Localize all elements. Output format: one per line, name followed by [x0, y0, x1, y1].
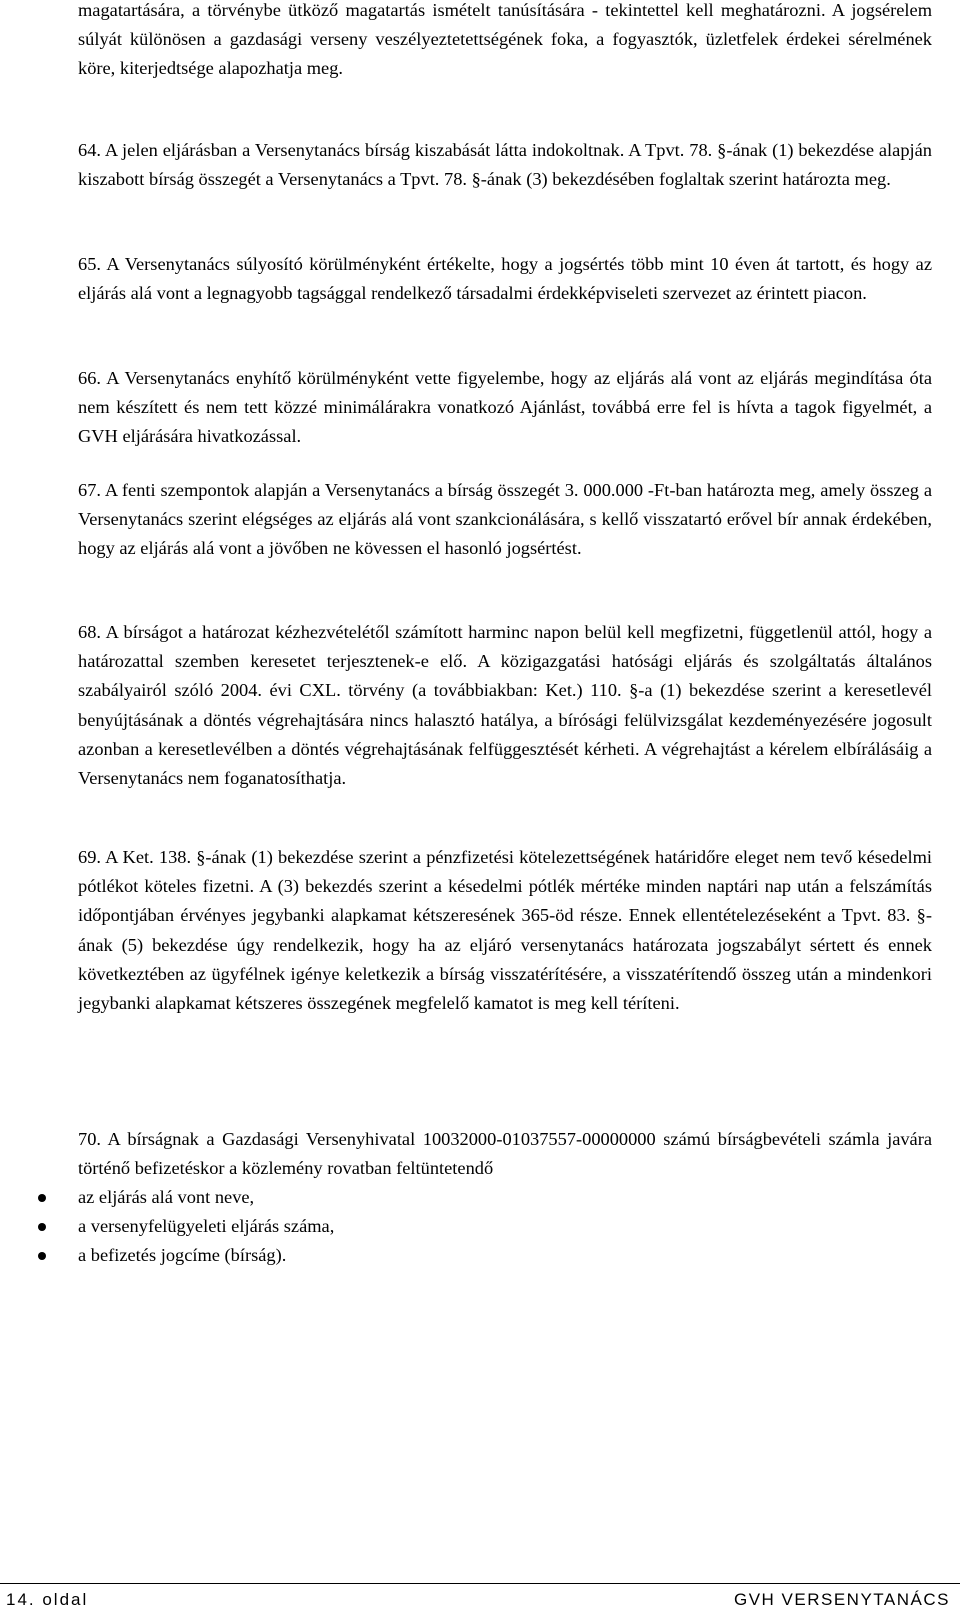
footer-divider — [0, 1583, 960, 1584]
list-item: a befizetés jogcíme (bírság). — [38, 1241, 932, 1270]
paragraph-number: 67. — [78, 480, 101, 500]
paragraph-65 — [78, 250, 932, 308]
paragraph-number: 66. — [78, 368, 101, 388]
bullet-icon — [38, 1252, 46, 1260]
paragraph-text: A bírságnak a Gazdasági Versenyhivatal 10032000-01037557-00000000 számú bírságbevételi számla javára történő befizetéskor a közlemény rovatban feltüntetendő — [78, 1129, 933, 1179]
paragraph-number: 69. — [78, 847, 101, 867]
paragraph-text: A bírságot a határozat kézhezvételétől számított harminc napon belül kell megfizetni, függetlenül attól, hogy a határozattal szemben keresetet terjesztenek-e elő. A közigazgatási hatósági eljárás és szolgáltatás általános szabályairól szóló 2004. évi CXL. törvény (a továbbiakban: Ket.) 110. §-a (1) bekezdése szerint a keresetlevél benyújtásának a döntés végrehajtására nincs halasztó hatálya, a bírósági felülvizsgálat kezdeményezésére jogosult azonban a keresetlevélben a döntés végrehajtásának felfüggesztését kérheti. A végrehajtást a kérelem elbírálásáig a Versenytanács nem foganatosíthatja. — [78, 622, 932, 789]
paragraph-67 — [78, 476, 932, 564]
bullet-icon — [38, 1223, 46, 1231]
page-number: 14. oldal — [6, 1590, 89, 1609]
paragraph-number: 65. — [78, 254, 101, 274]
bullet-icon — [38, 1194, 46, 1202]
paragraph-68 — [78, 618, 932, 793]
paragraph-text: A jelen eljárásban a Versenytanács bírság kiszabását látta indokoltnak. A Tpvt. 78. §-ának (1) bekezdése alapján kiszabott bírság összegét a Versenytanács a Tpvt. 78. §-ának (3) bekezdésében foglaltak szerint határozta meg. — [78, 140, 932, 190]
paragraph-70 — [78, 1125, 932, 1183]
paragraph-number: 70. — [78, 1129, 101, 1149]
list-item: a versenyfelügyeleti eljárás száma, — [38, 1212, 932, 1241]
paragraph-text: A Versenytanács súlyosító körülményként értékelte, hogy a jogsértés több mint 10 éven át tartott, és hogy az eljárás alá vont a legnagyobb tagsággal rendelkező társadalmi érdekképviseleti szervezet az érintett piacon. — [78, 254, 932, 304]
paragraph-64 — [78, 136, 932, 194]
paragraph-text: A fenti szempontok alapján a Versenytanács a bírság összegét 3. 000.000 -Ft-ban határozta meg, amely összeg a Versenytanács szerint elégséges az eljárás alá vont szankcionálására, s kellő visszatartó erővel bír annak érdekében, hogy az eljárás alá vont a jövőben ne kövessen el hasonló jogsértést. — [78, 480, 932, 559]
bullet-list — [38, 1183, 932, 1271]
footer-organization: GVH VERSENYTANÁCS — [733, 1590, 950, 1609]
paragraph-66 — [78, 364, 932, 452]
paragraph-69 — [78, 843, 932, 1018]
paragraph-text: A Ket. 138. §-ának (1) bekezdése szerint a pénzfizetési kötelezettségének határidőre eleget nem tevő késedelmi pótlékot köteles fizetni. A (3) bekezdés szerint a késedelmi pótlék mértéke minden naptári nap után a felszámítás időpontjában érvényes jegybanki alapkamat kétszeresének 365-öd része. Ennek ellentételezéseként a Tpvt. 83. §-ának (5) bekezdése úgy rendelkezik, hogy ha az eljáró versenytanács határozata jogszabályt sértett és ennek következtében az ügyfélnek igénye keletkezik a bírság visszatérítésére, a visszatérítendő összeg után a mindenkori jegybanki alapkamat kétszeres összegének megfelelő kamatot is meg kell téríteni. — [78, 847, 932, 1014]
list-item: az eljárás alá vont neve, — [38, 1183, 932, 1212]
paragraph-number: 64. — [78, 140, 101, 160]
continuation-paragraph: magatartására, a törvénybe ütköző magatartás ismételt tanúsítására - tekintettel kell meghatározni. A jogsérelem súlyát különösen a gazdasági verseny veszélyeztetettségének foka, a fogyasztók, üzletfelek érdekei sérelmének köre, kiterjedtsége alapozhatja meg. — [78, 0, 932, 79]
paragraph-text: A Versenytanács enyhítő körülményként vette figyelembe, hogy az eljárás alá vont az eljárás megindítása óta nem készített és nem tett közzé minimálárakra vonatkozó Ajánlást, továbbá erre fel is hívta a tagok figyelmét, a GVH eljárására hivatkozással. — [78, 368, 933, 447]
paragraph-number: 68. — [78, 622, 101, 642]
